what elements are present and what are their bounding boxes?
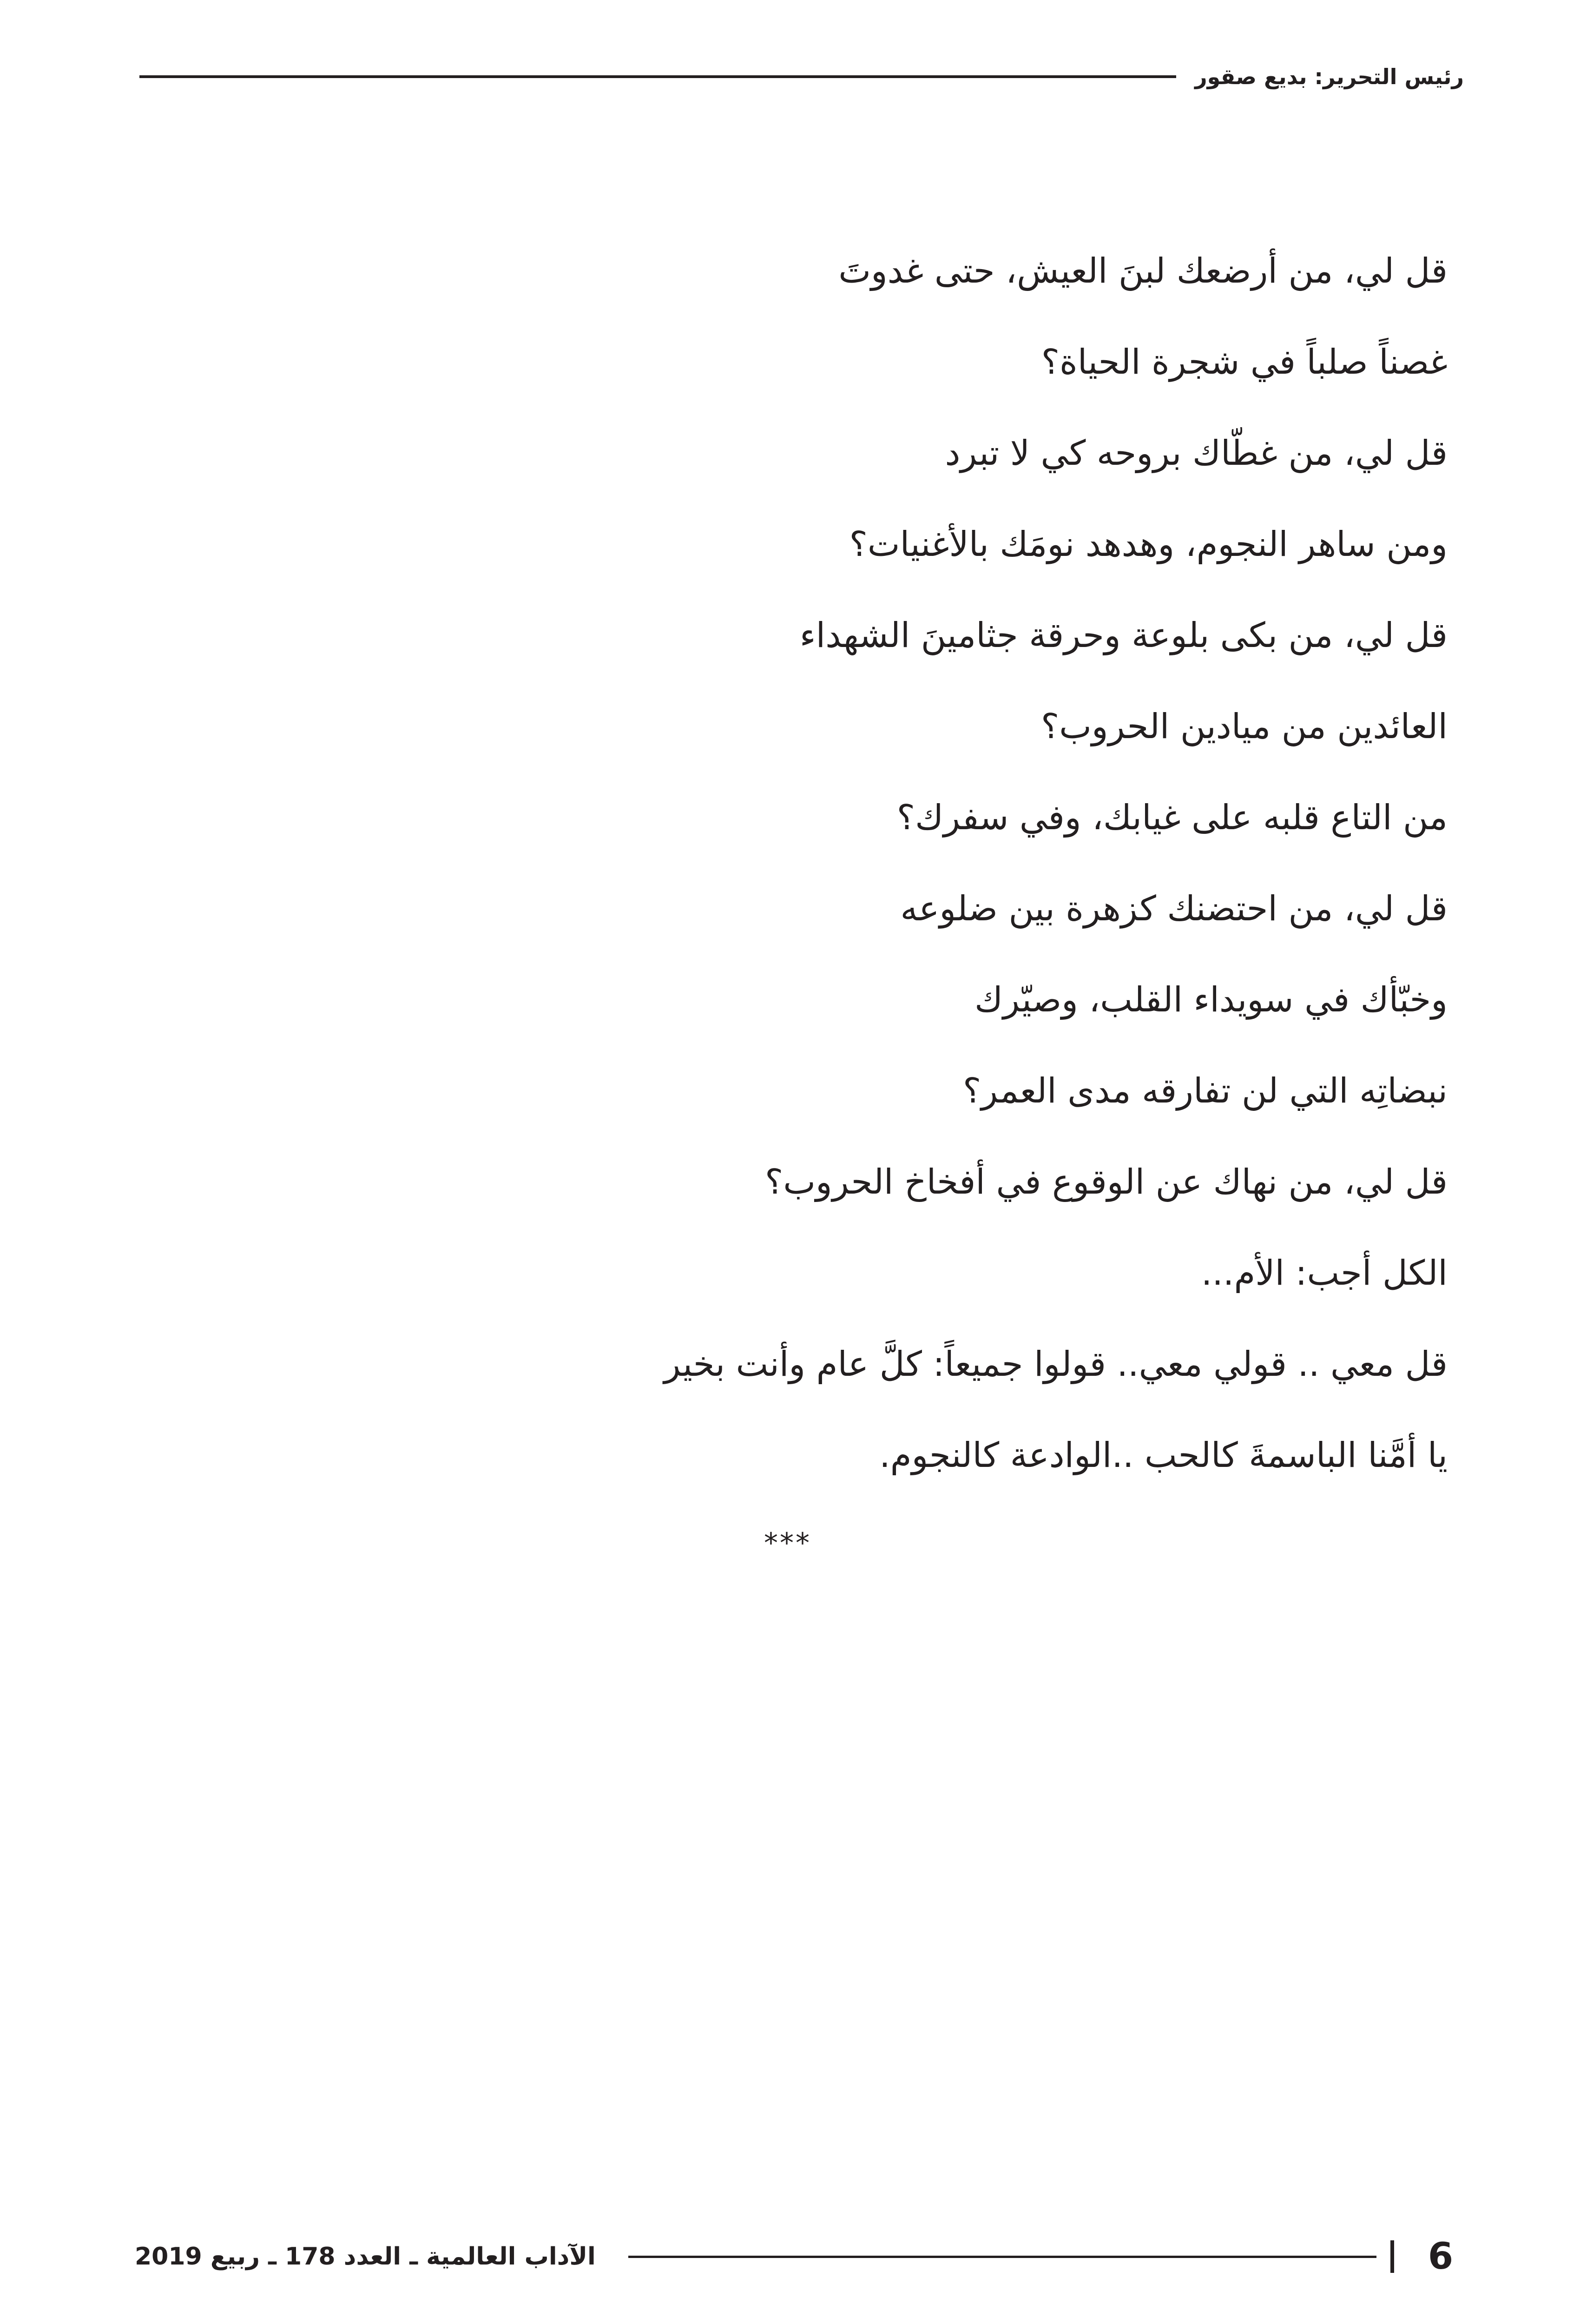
- poem-line: قل معي .. قولي معي.. قولوا جميعاً: كلَّ عام وأنت بخير: [664, 1344, 1448, 1384]
- editor-in-chief-label: رئيس التحرير: بديع صقور: [1195, 64, 1464, 89]
- poem-line: قل لي، من بكى بلوعة وحرقة جثامينَ الشهداء: [799, 615, 1448, 655]
- poem-line: نبضاتِه التي لن تفارقه مدى العمر؟: [963, 1071, 1448, 1111]
- poem-line: ومن ساهر النجوم، وهدهد نومَك بالأغنيات؟: [849, 524, 1448, 564]
- journal-issue-label: الآداب العالمية ـ العدد 178 ـ ربيع 2019: [135, 2243, 596, 2271]
- running-header: [139, 56, 1464, 98]
- poem-line: قل لي، من أرضعك لبنَ العيش، حتى غدوتَ: [838, 251, 1448, 291]
- poem-line: العائدين من ميادين الحروب؟: [1040, 706, 1448, 746]
- page-number: 6: [1428, 2236, 1454, 2278]
- poem-line: قل لي، من نهاك عن الوقوع في أفخاخ الحروب؟: [765, 1162, 1448, 1202]
- poem-line: من التاع قلبه على غيابك، وفي سفرك؟: [896, 798, 1448, 838]
- footer-divider-bar: [1390, 2240, 1394, 2273]
- poem-line: قل لي، من احتضنك كزهرة بين ضلوعه: [900, 889, 1448, 929]
- poem-line: غصناً صلباً في شجرة الحياة؟: [1041, 342, 1448, 382]
- page-footer: [135, 2231, 1455, 2282]
- poem-line: وخبّأك في سويداء القلب، وصيّرك: [974, 980, 1448, 1020]
- section-separator: ***: [764, 1527, 811, 1559]
- header-rule: [139, 75, 1176, 78]
- poem-body: [286, 225, 1448, 1501]
- footer-rule: [628, 2256, 1376, 2258]
- poem-line: قل لي، من غطّاك بروحه كي لا تبرد: [945, 433, 1448, 473]
- poem-line: الكل أجب: الأم...: [1201, 1253, 1448, 1293]
- poem-line: يا أمَّنا الباسمةَ كالحب ..الوادعة كالنجوم.: [879, 1435, 1448, 1475]
